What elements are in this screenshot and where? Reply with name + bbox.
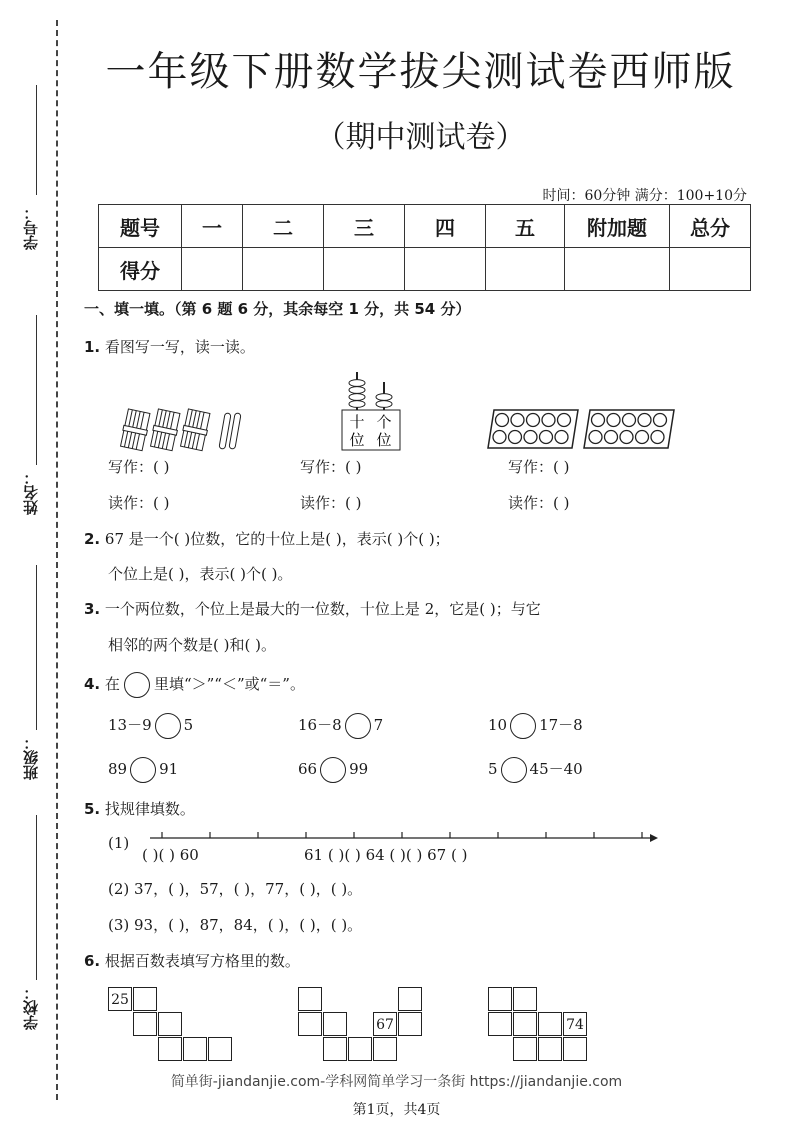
grid-cell[interactable] [398, 1012, 422, 1036]
grid-cell[interactable] [133, 1012, 157, 1036]
grid-cell[interactable] [348, 1037, 372, 1061]
grid-cell[interactable] [513, 987, 537, 1011]
compare-item [108, 757, 178, 783]
stick-bundle [180, 409, 211, 451]
question-5 [84, 798, 195, 819]
q5-part1-values-a[interactable]: ( )( ) 60 [142, 846, 199, 864]
compare-right: 45－40 [529, 760, 583, 778]
question-number: 1. [84, 338, 101, 356]
question-number: 6. [84, 952, 101, 970]
grid-cell[interactable] [298, 1012, 322, 1036]
counter-circle [542, 414, 555, 427]
question-3-line-2: 相邻的两个数是( )和( )。 [108, 636, 276, 654]
q5-part1-values-b[interactable]: 61 ( )( ) 64 ( )( ) 67 ( ) [304, 846, 468, 864]
question-text-post: 里填“＞”“＜”或“＝”。 [153, 675, 305, 693]
counter-circle [527, 414, 540, 427]
compare-left: 10 [488, 716, 508, 734]
grid-cell[interactable] [208, 1037, 232, 1061]
abacus-illustration [340, 368, 402, 454]
counter-circle [558, 414, 571, 427]
counter-circle [493, 431, 506, 444]
grid-cell[interactable] [513, 1037, 537, 1061]
question-2-line-2: 个位上是( )，表示( )个( )。 [108, 565, 293, 583]
score-cell[interactable] [182, 248, 243, 291]
score-table-score-row [99, 248, 751, 291]
question-text: 找规律填数。 [104, 800, 195, 818]
counter-circle [654, 414, 667, 427]
q1-read-2[interactable]: 读作：( ) [300, 494, 362, 512]
grid-cell[interactable] [513, 1012, 537, 1036]
score-cell[interactable] [243, 248, 324, 291]
grid-cell-given: 25 [108, 987, 132, 1011]
q5-part3[interactable]: (3) 93，( )，87，84，( )，( )，( )。 [108, 916, 363, 934]
counter-circle [511, 414, 524, 427]
compare-circle[interactable] [501, 757, 527, 783]
score-cell[interactable] [324, 248, 405, 291]
compare-right: 99 [349, 760, 369, 778]
compare-circle[interactable] [510, 713, 536, 739]
number-line [150, 830, 662, 846]
compare-left: 5 [488, 760, 498, 778]
counter-circle [638, 414, 651, 427]
grid-cell[interactable] [133, 987, 157, 1011]
compare-item [298, 757, 368, 783]
question-number: 5. [84, 800, 101, 818]
compare-left: 89 [108, 760, 128, 778]
number-line-arrow-icon [650, 834, 658, 842]
grid-cell[interactable] [158, 1037, 182, 1061]
score-cell[interactable] [405, 248, 486, 291]
class-line [36, 565, 37, 730]
grid-cell-given: 67 [373, 1012, 397, 1036]
school-line [36, 815, 37, 980]
grid-cell[interactable] [158, 1012, 182, 1036]
grid-cell[interactable] [563, 1037, 587, 1061]
stick-bundle [150, 409, 181, 451]
score-table [98, 204, 751, 291]
abacus-beads-ones [376, 394, 392, 408]
question-number: 2. [84, 530, 101, 548]
score-cell[interactable] [486, 248, 565, 291]
abacus-beads-tens [349, 380, 365, 408]
question-text: 看图写一写，读一读。 [104, 338, 255, 356]
circle-icon [124, 672, 150, 698]
score-header-cell: 总分 [670, 205, 751, 248]
q1-read-3[interactable]: 读作：( ) [508, 494, 570, 512]
score-header-cell: 题号 [99, 205, 182, 248]
score-cell[interactable] [670, 248, 751, 291]
ten-frames-illustration [486, 408, 676, 450]
grid-cell[interactable] [373, 1037, 397, 1061]
watermark-text: 简单街-jiandanjie.com-学科网简单学习一条街 https://jiandanjie.com [170, 1074, 623, 1090]
grid-cell[interactable] [323, 1037, 347, 1061]
question-3 [84, 598, 541, 619]
counter-circle [636, 431, 649, 444]
abacus-label-place: 位 [376, 431, 392, 449]
name-label: 姓名： [22, 470, 40, 515]
section-heading: 一、填一填。（第 6 题 6 分，其余每空 1 分，共 54 分） [84, 300, 471, 318]
ten-frame-tray [584, 410, 674, 448]
grid-cell[interactable] [488, 1012, 512, 1036]
page-number: 第1页，共4页 [352, 1102, 441, 1118]
question-text-pre: 在 [104, 675, 120, 693]
page-title: 一年级下册数学拔尖测试卷西师版 [105, 49, 736, 95]
question-number: 4. [84, 675, 101, 693]
compare-item [488, 713, 583, 739]
name-line [36, 315, 37, 465]
question-6 [84, 950, 300, 971]
student-id-label: 学号： [22, 205, 40, 250]
grid-cell[interactable] [323, 1012, 347, 1036]
score-header-cell: 五 [486, 205, 565, 248]
compare-circle[interactable] [320, 757, 346, 783]
compare-item [108, 713, 193, 739]
grid-cell[interactable] [538, 1037, 562, 1061]
question-2 [84, 528, 450, 549]
compare-item [488, 757, 583, 783]
binding-dashed-line [56, 20, 58, 1100]
score-header-cell: 二 [243, 205, 324, 248]
counter-circle [605, 431, 618, 444]
counter-circle [607, 414, 620, 427]
ten-frame-tray [488, 410, 578, 448]
abacus-label-ten: 十 [349, 413, 365, 431]
compare-circle[interactable] [155, 713, 181, 739]
question-number: 3. [84, 600, 101, 618]
question-text: 根据百数表填写方格里的数。 [104, 952, 300, 970]
grid-cell-given: 74 [563, 1012, 587, 1036]
grid-cell[interactable] [298, 987, 322, 1011]
counter-circle [555, 431, 568, 444]
compare-left: 66 [298, 760, 318, 778]
counter-circle [623, 414, 636, 427]
question-4 [84, 672, 305, 698]
q1-write-2[interactable]: 写作：( ) [300, 458, 362, 476]
question-text: 67 是一个( )位数，它的十位上是( )，表示( )个( )； [104, 530, 450, 548]
compare-circle[interactable] [345, 713, 371, 739]
score-cell[interactable] [565, 248, 670, 291]
compare-circle[interactable] [130, 757, 156, 783]
question-text: 一个两位数，个位上是最大的一位数，十位上是 2，它是( )；与它 [104, 600, 541, 618]
q1-write-3[interactable]: 写作：( ) [508, 458, 570, 476]
score-table-header-row [99, 205, 751, 248]
grid-cell[interactable] [183, 1037, 207, 1061]
score-header-cell: 一 [182, 205, 243, 248]
page-subtitle: （期中测试卷） [315, 120, 526, 155]
compare-left: 13－9 [108, 716, 152, 734]
compare-item [298, 713, 383, 739]
abacus-label-place: 位 [349, 431, 365, 449]
counter-circle [651, 431, 664, 444]
compare-left: 16－8 [298, 716, 342, 734]
question-1 [84, 336, 255, 357]
q5-part1-label: (1) [108, 834, 130, 852]
abacus-label-one: 个 [376, 413, 392, 431]
stick-bundles-illustration [118, 405, 248, 455]
compare-right: 7 [373, 716, 384, 734]
score-header-cell: 附加题 [565, 205, 670, 248]
score-header-cell: 三 [324, 205, 405, 248]
stick-bundle [120, 409, 151, 451]
compare-right: 17－8 [539, 716, 583, 734]
q5-part2[interactable]: (2) 37，( )，57，( )，77，( )，( )。 [108, 880, 363, 898]
compare-right: 91 [159, 760, 179, 778]
score-header-cell: 四 [405, 205, 486, 248]
grid-cell[interactable] [398, 987, 422, 1011]
counter-circle [589, 431, 602, 444]
counter-circle [540, 431, 553, 444]
grid-cell[interactable] [488, 987, 512, 1011]
counter-circle [524, 431, 537, 444]
q1-read-1[interactable]: 读作：( ) [108, 494, 170, 512]
school-label: 学校： [22, 985, 40, 1030]
q1-write-1[interactable]: 写作：( ) [108, 458, 170, 476]
counter-circle [620, 431, 633, 444]
score-row-label: 得分 [99, 248, 182, 291]
counter-circle [496, 414, 509, 427]
time-info: 时间：60分钟 满分：100+10分 [542, 188, 747, 204]
compare-right: 5 [183, 716, 194, 734]
class-label: 班级： [22, 735, 40, 780]
counter-circle [509, 431, 522, 444]
grid-cell[interactable] [538, 1012, 562, 1036]
counter-circle [592, 414, 605, 427]
